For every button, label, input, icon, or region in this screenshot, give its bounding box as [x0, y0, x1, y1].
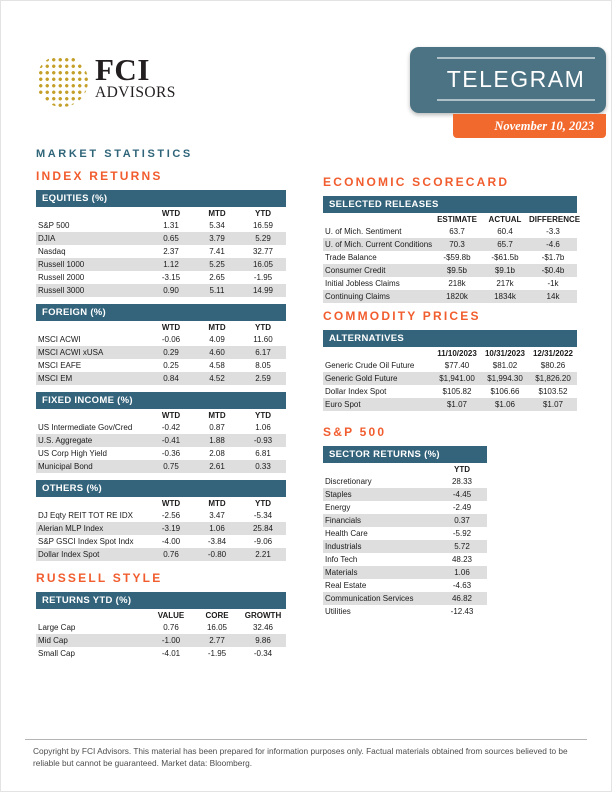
cell-value: 0.76: [163, 550, 179, 559]
cell-value: 218k: [448, 279, 466, 288]
cell-value: 2.77: [209, 636, 225, 645]
cell-value: 0.87: [209, 423, 225, 432]
table-row: [36, 258, 286, 271]
cell-value: 4.52: [209, 374, 225, 383]
cell-value: -0.06: [161, 335, 181, 344]
column-header-spacer: [323, 347, 433, 359]
table-row: [36, 421, 286, 434]
cell-value: -1.95: [253, 273, 273, 282]
cell-value: -2.49: [452, 503, 472, 512]
data-table: [36, 480, 286, 561]
table-column-header-row: [323, 463, 487, 475]
table-row: [36, 219, 286, 232]
cell-value: $1,941.00: [439, 374, 475, 383]
row-label: Info Tech: [325, 555, 358, 564]
column-header-spacer: [36, 497, 148, 509]
row-label: Generic Gold Future: [325, 374, 398, 383]
cell-value: 16.05: [252, 260, 274, 269]
cell-value: -3.15: [161, 273, 181, 282]
column-header-spacer: [36, 207, 148, 219]
cell-value: $106.66: [490, 387, 520, 396]
row-label: Discretionary: [325, 477, 372, 486]
cell-value: 70.3: [449, 240, 465, 249]
telegram-banner: [410, 47, 606, 113]
table-row: [36, 634, 286, 647]
column-header: YTD: [255, 323, 271, 332]
row-label: U. of Mich. Current Conditions: [325, 240, 433, 249]
column-header-spacer: [36, 409, 148, 421]
cell-value: 60.4: [497, 227, 513, 236]
table-row: [323, 359, 577, 372]
banner-bottom-divider: [437, 99, 595, 101]
table-row: [36, 621, 286, 634]
cell-value: -$59.8b: [443, 253, 471, 262]
row-label: Financials: [325, 516, 362, 525]
cell-value: 0.65: [163, 234, 179, 243]
data-table: [36, 592, 286, 660]
cell-value: -9.06: [253, 537, 273, 546]
table-row: [323, 290, 577, 303]
table-row: [323, 540, 487, 553]
cell-value: 2.65: [209, 273, 225, 282]
row-label: Industrials: [325, 542, 362, 551]
column-header: MTD: [208, 323, 226, 332]
column-header-spacer: [36, 321, 148, 333]
column-header: 11/10/2023: [437, 349, 477, 358]
table-row: [323, 372, 577, 385]
column-header: YTD: [255, 411, 271, 420]
column-header: WTD: [161, 499, 181, 508]
column-header: ACTUAL: [488, 215, 522, 224]
telegram-banner-inner: [437, 57, 595, 101]
cell-value: 5.25: [209, 260, 225, 269]
cell-value: 14.99: [252, 286, 274, 295]
row-label: Russell 2000: [38, 273, 85, 282]
cell-value: 1.06: [209, 524, 225, 533]
table-column-header-row: [36, 497, 286, 509]
logo-line1: FCI: [95, 52, 150, 87]
row-label: Mid Cap: [38, 636, 68, 645]
cell-value: 4.09: [209, 335, 225, 344]
cell-value: 32.77: [252, 247, 274, 256]
cell-value: 1820k: [446, 292, 468, 301]
column-header: WTD: [161, 411, 181, 420]
row-label: US Corp High Yield: [38, 449, 107, 458]
cell-value: 0.84: [163, 374, 179, 383]
column-header: GROWTH: [244, 611, 282, 620]
table-row: [323, 238, 577, 251]
table-row: [36, 509, 286, 522]
cell-value: 5.72: [454, 542, 470, 551]
row-label: Communication Services: [325, 594, 414, 603]
cell-value: $1.07: [446, 400, 468, 409]
column-header: ESTIMATE: [437, 215, 477, 224]
table-row: [323, 385, 577, 398]
cell-value: 7.41: [209, 247, 225, 256]
banner-title: TELEGRAM: [446, 66, 586, 92]
table-row: [323, 225, 577, 238]
row-label: MSCI EAFE: [38, 361, 82, 370]
table-column-header-row: [36, 609, 286, 621]
page-title: MARKET STATISTICS: [36, 148, 193, 160]
cell-value: 1.88: [209, 436, 225, 445]
row-label: Dollar Index Spot: [38, 550, 100, 559]
cell-value: 32.46: [252, 623, 274, 632]
cell-value: 1.12: [163, 260, 179, 269]
section: [323, 310, 577, 411]
cell-value: $9.1b: [494, 266, 516, 275]
cell-value: 6.81: [255, 449, 271, 458]
cell-value: -0.93: [253, 436, 273, 445]
data-table: [36, 190, 286, 297]
section-heading: INDEX RETURNS: [36, 169, 163, 183]
table-header-bar: RETURNS YTD (%): [36, 592, 286, 609]
cell-value: $80.26: [540, 361, 566, 370]
cell-value: -2.56: [161, 511, 181, 520]
row-label: U.S. Aggregate: [38, 436, 93, 445]
cell-value: -0.80: [207, 550, 227, 559]
section: [36, 170, 286, 561]
table-row: [323, 251, 577, 264]
table-row: [323, 566, 487, 579]
table-row: [323, 592, 487, 605]
cell-value: -$0.4b: [541, 266, 565, 275]
cell-value: 2.37: [163, 247, 179, 256]
table-row: [36, 647, 286, 660]
cell-value: 5.29: [255, 234, 271, 243]
row-label: Large Cap: [38, 623, 76, 632]
cell-value: 4.60: [209, 348, 225, 357]
column-header: DIFFERENCE: [529, 215, 581, 224]
table-header-bar: OTHERS (%): [36, 480, 286, 497]
table-row: [323, 488, 487, 501]
column-header: 10/31/2023: [484, 349, 526, 358]
cell-value: -3.84: [207, 537, 227, 546]
cell-value: 16.59: [252, 221, 274, 230]
fci-globe-icon: [36, 55, 88, 107]
table-column-header-row: [323, 213, 581, 225]
table-column-header-row: [36, 207, 286, 219]
cell-value: $1.07: [542, 400, 564, 409]
row-label: DJIA: [38, 234, 56, 243]
column-header-spacer: [36, 609, 148, 621]
fci-logo: [36, 52, 176, 107]
table-row: [323, 514, 487, 527]
table-row: [323, 264, 577, 277]
cell-value: 0.90: [163, 286, 179, 295]
row-label: Consumer Credit: [325, 266, 386, 275]
data-table: [36, 392, 286, 473]
row-label: Municipal Bond: [38, 462, 93, 471]
table-row: [323, 475, 487, 488]
cell-value: 5.11: [209, 286, 225, 295]
table-row: [323, 501, 487, 514]
cell-value: 11.60: [253, 335, 273, 344]
cell-value: -1.95: [207, 649, 227, 658]
row-label: S&P 500: [38, 221, 70, 230]
table-header-bar: ALTERNATIVES: [323, 330, 577, 347]
section: [323, 175, 581, 303]
cell-value: 1.06: [454, 568, 470, 577]
row-label: Health Care: [325, 529, 368, 538]
cell-value: 14k: [546, 292, 560, 301]
row-label: Initial Jobless Claims: [325, 279, 400, 288]
table-row: [36, 333, 286, 346]
table-row: [323, 579, 487, 592]
footer-divider: [25, 739, 587, 740]
cell-value: 2.08: [209, 449, 225, 458]
cell-value: $103.52: [538, 387, 568, 396]
row-label: U. of Mich. Sentiment: [325, 227, 402, 236]
table-row: [36, 522, 286, 535]
section-heading: COMMODITY PRICES: [323, 309, 481, 323]
section-heading: ECONOMIC SCORECARD: [323, 175, 510, 189]
footer-disclaimer: Copyright by FCI Advisors. This material has been prepared for information purposes only. Factual materials obtained from sources believed to be reliable but cannot be guaranteed. Market data: Bloomberg.: [33, 746, 568, 769]
cell-value: 2.59: [255, 374, 271, 383]
column-header: MTD: [208, 499, 226, 508]
cell-value: 2.21: [255, 550, 271, 559]
column-header: 12/31/2022: [532, 349, 574, 358]
cell-value: 48.23: [451, 555, 473, 564]
column-header-spacer: [323, 213, 433, 225]
cell-value: 46.82: [451, 594, 473, 603]
table-row: [323, 553, 487, 566]
table-row: [36, 535, 286, 548]
cell-value: -4.45: [452, 490, 472, 499]
row-label: US Intermediate Gov/Cred: [38, 423, 133, 432]
table-row: [323, 277, 577, 290]
row-label: Staples: [325, 490, 352, 499]
cell-value: -4.6: [546, 240, 560, 249]
right-column: [323, 175, 581, 625]
row-label: Energy: [325, 503, 351, 512]
cell-value: -12.43: [450, 607, 474, 616]
cell-value: 0.33: [255, 462, 271, 471]
cell-value: -0.42: [161, 423, 181, 432]
row-label: Small Cap: [38, 649, 75, 658]
row-label: S&P GSCI Index Spot Indx: [38, 537, 134, 546]
row-label: MSCI ACWI xUSA: [38, 348, 104, 357]
table-row: [323, 605, 487, 618]
cell-value: 0.76: [163, 623, 179, 632]
table-row: [36, 447, 286, 460]
column-header: MTD: [208, 411, 226, 420]
column-header: WTD: [161, 323, 181, 332]
column-header: YTD: [255, 209, 271, 218]
table-row: [323, 398, 577, 411]
data-table: [323, 330, 577, 411]
column-header: WTD: [161, 209, 181, 218]
cell-value: 65.7: [497, 240, 513, 249]
section-heading: RUSSELL STYLE: [36, 571, 163, 585]
cell-value: 28.33: [451, 477, 473, 486]
row-label: Russell 1000: [38, 260, 85, 269]
cell-value: 8.05: [255, 361, 271, 370]
column-header: YTD: [454, 465, 470, 474]
cell-value: -1.00: [161, 636, 181, 645]
cell-value: $1,994.30: [487, 374, 523, 383]
row-label: Continuing Claims: [325, 292, 390, 301]
cell-value: 0.25: [163, 361, 179, 370]
cell-value: $9.5b: [446, 266, 468, 275]
cell-value: 5.34: [209, 221, 225, 230]
table-row: [36, 346, 286, 359]
cell-value: -$61.5b: [491, 253, 519, 262]
cell-value: -1k: [547, 279, 559, 288]
cell-value: -4.63: [452, 581, 472, 590]
row-label: MSCI ACWI: [38, 335, 81, 344]
row-label: Utilities: [325, 607, 351, 616]
cell-value: -5.92: [452, 529, 472, 538]
row-label: DJ Eqty REIT TOT RE IDX: [38, 511, 133, 520]
table-header-bar: EQUITIES (%): [36, 190, 286, 207]
logo-line2: ADVISORS: [95, 84, 176, 101]
table-row: [36, 284, 286, 297]
cell-value: 217k: [496, 279, 514, 288]
table-row: [36, 359, 286, 372]
column-header: YTD: [255, 499, 271, 508]
cell-value: 16.05: [206, 623, 228, 632]
table-header-bar: SELECTED RELEASES: [323, 196, 577, 213]
left-column: [36, 170, 286, 667]
cell-value: -0.41: [161, 436, 181, 445]
cell-value: 1.06: [255, 423, 271, 432]
cell-value: -4.00: [161, 537, 181, 546]
row-label: Euro Spot: [325, 400, 361, 409]
section: [36, 572, 286, 660]
table-row: [323, 527, 487, 540]
cell-value: 0.29: [163, 348, 179, 357]
fci-logo-text: [95, 52, 176, 101]
cell-value: -0.34: [253, 649, 273, 658]
banner-top-divider: [437, 57, 595, 59]
table-row: [36, 232, 286, 245]
column-header: VALUE: [157, 611, 185, 620]
cell-value: $1,826.20: [535, 374, 571, 383]
table-row: [36, 271, 286, 284]
column-header-spacer: [323, 463, 437, 475]
cell-value: 3.79: [209, 234, 225, 243]
section-heading: S&P 500: [323, 425, 387, 439]
cell-value: $81.02: [492, 361, 518, 370]
cell-value: 3.47: [209, 511, 225, 520]
cell-value: $1.06: [494, 400, 516, 409]
cell-value: 0.37: [454, 516, 470, 525]
table-row: [36, 548, 286, 561]
data-table: [36, 304, 286, 385]
cell-value: -$1.7b: [541, 253, 565, 262]
row-label: Trade Balance: [325, 253, 377, 262]
cell-value: 9.86: [255, 636, 271, 645]
table-row: [36, 245, 286, 258]
table-header-bar: SECTOR RETURNS (%): [323, 446, 487, 463]
row-label: Real Estate: [325, 581, 367, 590]
section: [323, 426, 577, 618]
row-label: Generic Crude Oil Future: [325, 361, 415, 370]
cell-value: -3.19: [161, 524, 181, 533]
cell-value: -0.36: [161, 449, 181, 458]
row-label: Nasdaq: [38, 247, 66, 256]
row-label: Materials: [325, 568, 358, 577]
cell-value: 0.75: [163, 462, 179, 471]
cell-value: 25.84: [252, 524, 274, 533]
data-table: [323, 196, 581, 303]
cell-value: 63.7: [449, 227, 465, 236]
table-header-bar: FOREIGN (%): [36, 304, 286, 321]
cell-value: -5.34: [253, 511, 273, 520]
row-label: Russell 3000: [38, 286, 85, 295]
cell-value: 2.61: [209, 462, 225, 471]
table-column-header-row: [36, 321, 286, 333]
cell-value: -3.3: [546, 227, 560, 236]
cell-value: 1.31: [163, 221, 179, 230]
row-label: Alerian MLP Index: [38, 524, 104, 533]
column-header: MTD: [208, 209, 226, 218]
table-header-bar: FIXED INCOME (%): [36, 392, 286, 409]
column-header: CORE: [205, 611, 229, 620]
cell-value: 1834k: [494, 292, 516, 301]
issue-date-badge: November 10, 2023: [453, 114, 606, 138]
table-column-header-row: [36, 409, 286, 421]
data-table: [323, 446, 487, 618]
cell-value: 4.58: [209, 361, 225, 370]
row-label: Dollar Index Spot: [325, 387, 387, 396]
table-column-header-row: [323, 347, 577, 359]
row-label: MSCI EM: [38, 374, 73, 383]
table-row: [36, 372, 286, 385]
table-row: [36, 460, 286, 473]
table-row: [36, 434, 286, 447]
cell-value: $105.82: [442, 387, 472, 396]
cell-value: 6.17: [255, 348, 271, 357]
cell-value: $77.40: [444, 361, 470, 370]
cell-value: -4.01: [161, 649, 181, 658]
